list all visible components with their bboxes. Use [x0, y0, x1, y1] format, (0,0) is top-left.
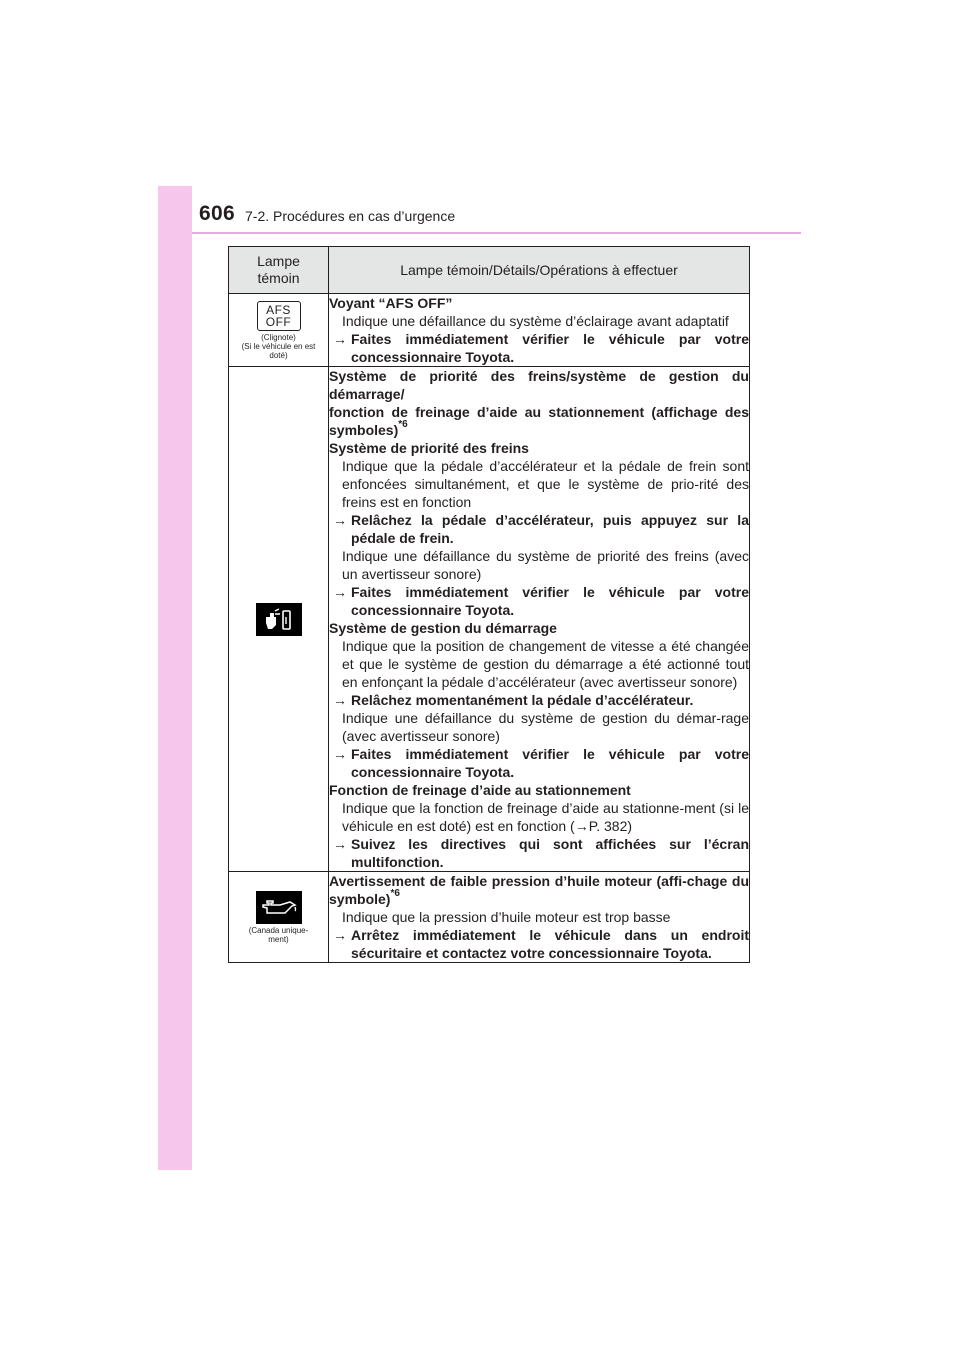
table-row [229, 294, 750, 367]
warning-lights-table [228, 246, 750, 963]
brake-override-icon [256, 603, 302, 636]
subsection-title: Système de priorité des freins [329, 440, 529, 456]
item-description: Indique une défaillance du système de gestion du démar-rage (avec avertisseur sonore) [342, 710, 749, 744]
page-number: 606 [199, 202, 235, 225]
section-title: 7-2. Procédures en cas d’urgence [245, 208, 456, 224]
item-action: → Relâchez la pédale d’accélérateur, puis appuyez sur la pédale de frein. [329, 511, 749, 547]
arrow-icon: → [333, 512, 347, 528]
lamp-caption: (Clignote) (Si le véhicule en est doté) [241, 332, 316, 360]
arrow-icon: → [333, 584, 347, 600]
item-action: → Faites immédiatement vérifier le véhicule par votre concessionnaire Toyota. [329, 330, 749, 366]
lamp-cell [229, 872, 329, 963]
chapter-side-tab [158, 186, 192, 1170]
footnote-ref: *6 [390, 888, 400, 899]
subsection-title: Fonction de freinage d’aide au stationnement [329, 782, 631, 798]
item-title: Voyant “AFS OFF” [329, 295, 453, 311]
oil-can-icon [256, 891, 302, 924]
table-row [229, 872, 750, 963]
footnote-ref: *6 [398, 419, 408, 430]
arrow-icon: → [333, 927, 347, 943]
details-cell [329, 294, 750, 367]
item-title-continued: fonction de freinage d’aide au stationnement (affichage des symboles)$^{*6}$ [329, 404, 749, 438]
col-header-lamp: Lampe témoin [229, 247, 329, 294]
item-description: Indique que la position de changement de vitesse a été changée et que le système de gestion du démarrage a été actionné tout en enfonçant la pédale d’accélérateur (avec avertisseur sonore) [342, 638, 749, 690]
details-cell [329, 872, 750, 963]
arrow-icon: → [333, 331, 347, 347]
item-action: → Relâchez momentanément la pédale d’accélérateur. [329, 691, 749, 709]
arrow-icon: → [333, 836, 347, 852]
details-cell [329, 367, 750, 872]
arrow-icon: → [333, 746, 347, 762]
item-description: Indique une défaillance du système d’éclairage avant adaptatif [342, 313, 729, 329]
item-description: Indique que la fonction de freinage d’aide au stationne-ment (si le véhicule en est doté) est en fonction (→P. 382) [342, 800, 749, 834]
item-description: Indique une défaillance du système de priorité des freins (avec un avertisseur sonore) [342, 548, 749, 582]
afs-icon-text-top: AFS [266, 302, 291, 317]
header-rule [192, 232, 801, 234]
lamp-cell [229, 367, 329, 872]
table-row [229, 367, 750, 872]
arrow-icon: → [333, 692, 347, 708]
afs-icon-text-bottom: OFF [265, 314, 292, 329]
item-description: Indique que la pression d’huile moteur est trop basse [342, 909, 671, 925]
item-action: → Arrêtez immédiatement le véhicule dans un endroit sécuritaire et contactez votre concessionnaire Toyota. [329, 926, 749, 962]
item-action: → Faites immédiatement vérifier le véhicule par votre concessionnaire Toyota. [329, 583, 749, 619]
afs-off-icon [257, 301, 301, 331]
col-header-details: Lampe témoin/Détails/Opérations à effectuer [329, 247, 750, 294]
lamp-cell [229, 294, 329, 367]
item-action: → Suivez les directives qui sont affichées sur l’écran multifonction. [329, 835, 749, 871]
arrow-icon: → [574, 818, 589, 834]
item-description: Indique que la pédale d’accélérateur et la pédale de frein sont enfoncées simultanément, et que le système de prio-rité des freins est en fonction [342, 458, 749, 510]
item-action: → Faites immédiatement vérifier le véhicule par votre concessionnaire Toyota. [329, 745, 749, 781]
item-title: Système de priorité des freins/système de gestion du démarrage/ [329, 368, 749, 402]
table-header-row [229, 247, 750, 294]
page-reference[interactable]: P. 382) [588, 818, 633, 834]
subsection-title: Système de gestion du démarrage [329, 620, 557, 636]
item-title: Avertissement de faible pression d’huile moteur (affi-chage du symbole)$^{*6}$ [329, 873, 749, 907]
lamp-caption: (Canada unique- ment) [248, 925, 309, 944]
